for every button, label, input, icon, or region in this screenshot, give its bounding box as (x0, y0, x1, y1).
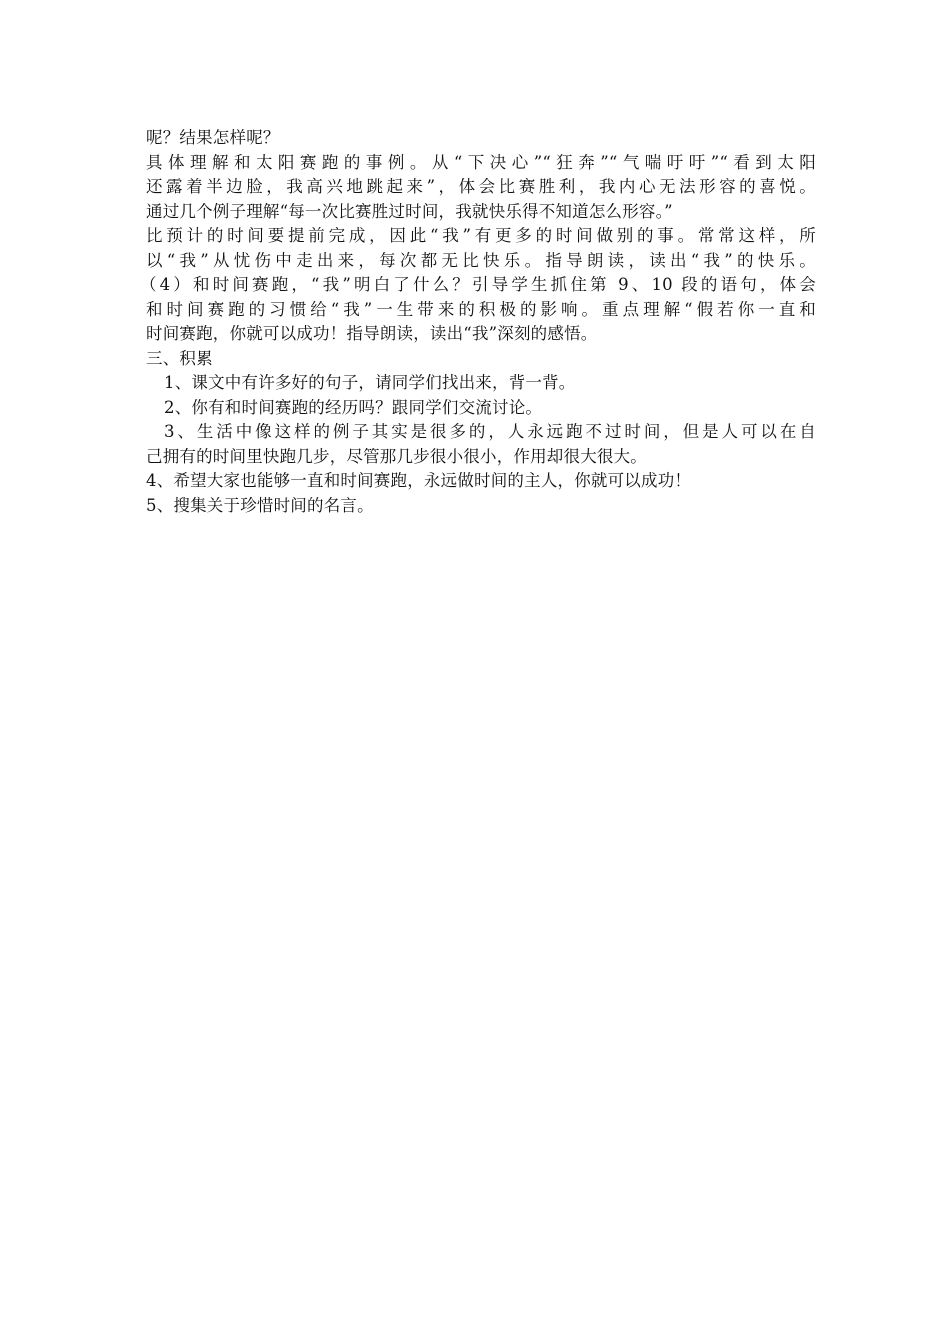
text-line-6: 以“我”从忧伤中走出来，每次都无比快乐。指导朗读，读出“我”的快乐。 (146, 250, 816, 270)
list-item-3: 3、生活中像这样的例子其实是很多的，人永远跑不过时间，但是人可以在自 (164, 422, 816, 441)
text-line-5: 比预计的时间要提前完成，因此“我”有更多的时间做别的事。常常这样，所 (146, 226, 816, 245)
text-line-3: 还露着半边脸，我高兴地跳起来”，体会比赛胜利，我内心无法形容的喜悦。 (146, 177, 816, 196)
list-item-2: 2、你有和时间赛跑的经历吗？跟同学们交流讨论。 (164, 397, 543, 417)
list-item-4: 4、希望大家也能够一直和时间赛跑，永远做时间的主人，你就可以成功！ (146, 471, 692, 490)
text-line-9: 时间赛跑，你就可以成功！指导朗读，读出“我”深刻的感悟。 (146, 324, 598, 343)
list-item-5: 5、搜集关于珍惜时间的名言。 (146, 495, 374, 515)
text-line-8: 和时间赛跑的习惯给“我”一生带来的积极的影响。重点理解“假若你一直和 (146, 299, 816, 319)
text-line-1: 呢？结果怎样呢？ (146, 128, 280, 147)
text-line-4: 通过几个例子理解“每一次比赛胜过时间，我就快乐得不知道怎么形容。” (146, 201, 673, 221)
text-line-2: 具体理解和太阳赛跑的事例。从“下决心”“狂奔”“气喘吁吁”“看到太阳 (146, 152, 816, 172)
document-body (140, 126, 816, 518)
list-item-1: 1、课文中有许多好的句子，请同学们找出来，背一背。 (164, 373, 576, 392)
list-item-3-continued: 己拥有的时间里快跑几步，尽管那几步很小很小，作用却很大很大。 (146, 446, 647, 466)
section-heading: 三、积累 (146, 348, 213, 368)
text-line-7: （4）和时间赛跑，“我”明白了什么？引导学生抓住第 9、10 段的语句，体会 (140, 275, 816, 294)
